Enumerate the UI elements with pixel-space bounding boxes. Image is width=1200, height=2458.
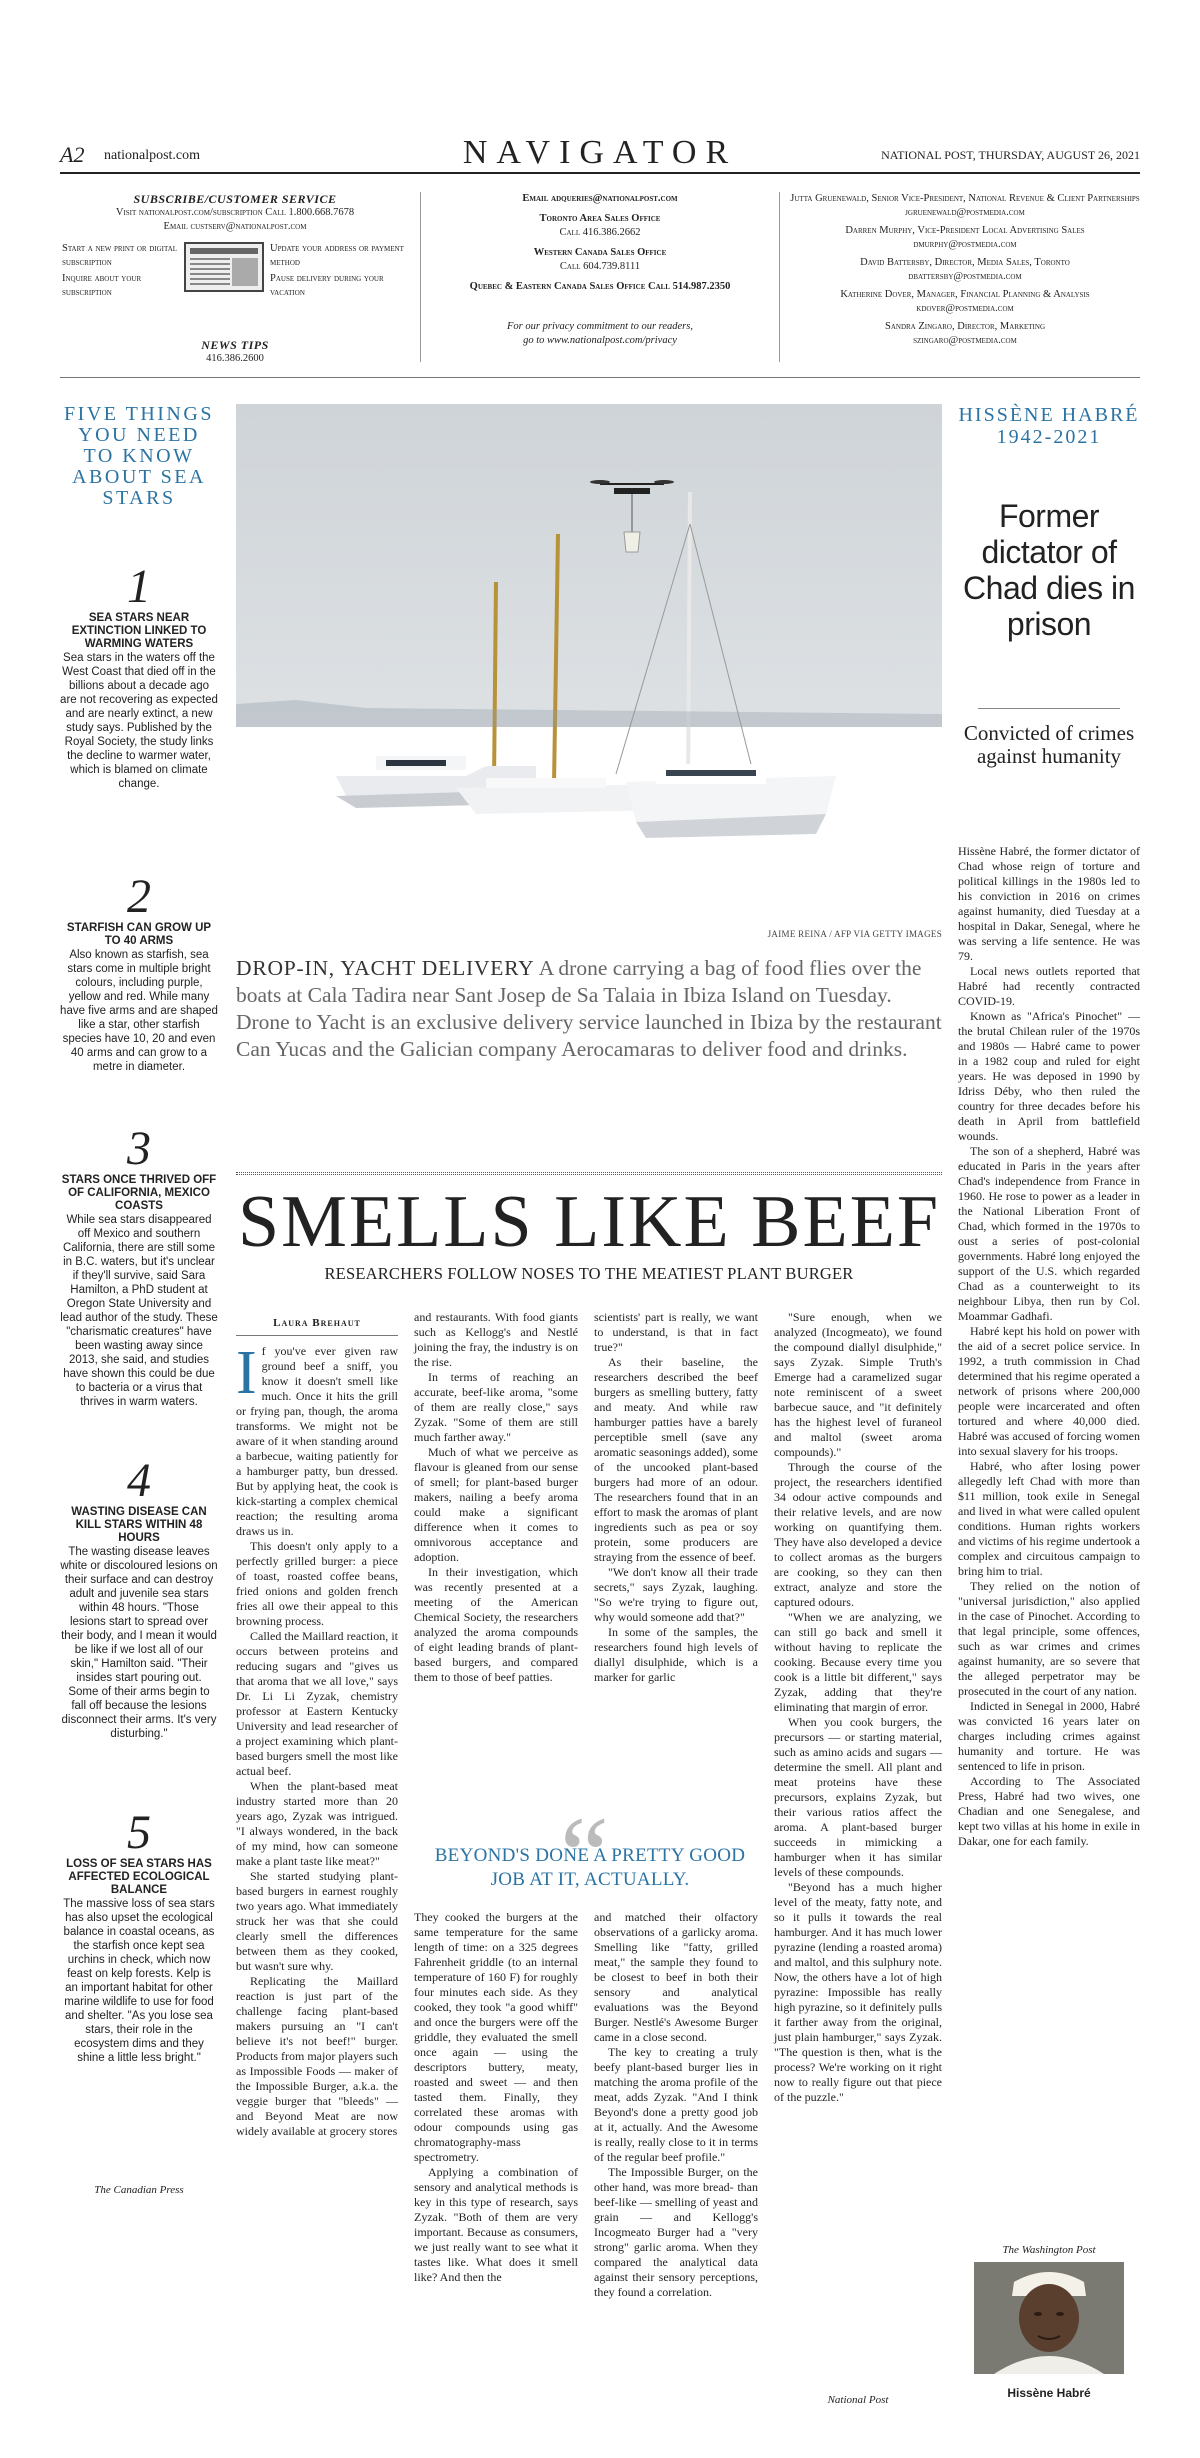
website-screen-icon bbox=[184, 242, 264, 292]
obituary-paragraph: Local news outlets reported that Habré had recently contracted COVID-19. bbox=[958, 964, 1140, 1008]
fact-heading: STARS ONCE THRIVED OFF OF CALIFORNIA, MEXICO COASTS bbox=[61, 1174, 217, 1212]
inquire-subscription: Inquire about your subscription bbox=[62, 273, 142, 298]
fact-heading: WASTING DISEASE CAN KILL STARS WITHIN 48 HOURS bbox=[71, 1506, 207, 1544]
western-heading: Western Canada Sales Office bbox=[533, 247, 667, 258]
fact-number: 1 bbox=[127, 560, 151, 613]
toronto-heading: Toronto Area Sales Office bbox=[539, 213, 661, 224]
article-paragraph: Replicating the Maillard reaction is just part of the challenge facing plant-based makers pursuing an "I can't believe it's not beef!" burger. Products from major players such as Impossible Foods — maker of the Impossible Burger, a.k.a. the veggie burger that "bleeds" — and Beyond Meat are now widely available at grocery stores bbox=[236, 1974, 398, 2138]
article-paragraph: When you cook burgers, the precursors — or starting material, such as amino acids and sugars — determine the smell. All plant and meat proteins have these precursors, explains Zyzak, but their various ratios affect the aroma. A plant-based burger succeeds in mimicking a hamburger when it has similar levels of these compounds. bbox=[774, 1715, 942, 1879]
fact-heading: LOSS OF SEA STARS HAS AFFECTED ECOLOGICAL BALANCE bbox=[66, 1858, 212, 1896]
fact-number: 4 bbox=[127, 1454, 151, 1507]
fact-body: The massive loss of sea stars has also upset the ecological balance in coastal oceans, as the starfish once kept sea urchins in check, which now feast on kelp forests. Kelp is an important habitat for other marine wildlife to use for food and shelter. "As you lose sea stars, their role in the ecosystem dims and they shine a little less bright." bbox=[63, 1898, 215, 2064]
fact-body: While sea stars disappeared off Mexico and southern California, there are still some in B.C. waters, but it's unclear if they'll survive, said Sara Hamilton, a PhD student at Oregon State University and lead author of the study. These "charismatic creatures" have been wasting away since 2013, she said, and studies have shown this could be due to bacteria or a virus that thrives in warm waters. bbox=[60, 1214, 218, 1408]
obituary-tag: HISSÈNE HABRÉ 1942-2021 bbox=[958, 404, 1140, 448]
pull-quote bbox=[420, 1794, 760, 1916]
caption-kicker: DROP-IN, YACHT DELIVERY bbox=[236, 956, 535, 980]
obituary-paragraph: According to The Associated Press, Habré had two wives, one Chadian and one Senegalese, and kept two villas at his home in exile in Dakar, one for each family. bbox=[958, 1774, 1140, 1848]
staff-email[interactable]: szingaro@postmedia.com bbox=[913, 335, 1017, 346]
news-tips bbox=[60, 338, 410, 366]
site-url[interactable]: nationalpost.com bbox=[104, 148, 201, 163]
staff-line: Darren Murphy, Vice-President Local Advertising Sales bbox=[845, 225, 1085, 236]
article-paragraph: In some of the samples, the researchers found high levels of diallyl disulphide, which is a marker for garlic bbox=[594, 1625, 758, 1684]
article-paragraph: "We don't know all their trade secrets," says Zyzak, laughing. "So we're trying to figure out, why would someone add that?" bbox=[594, 1565, 758, 1624]
sea-fact-item bbox=[60, 1808, 218, 2065]
toronto-phone[interactable]: Call 416.386.2662 bbox=[559, 227, 641, 238]
article-paragraph: The key to creating a truly beefy plant-based burger lies in matching the aroma profile of the meat, adds Zyzak. "And I think Beyond's done a pretty good job at it, actually. And the Awesome is really, really close to it in terms of the regular beef profile." bbox=[594, 2045, 758, 2164]
article-paragraph: Much of what we perceive as flavour is gleaned from our sense of smell; for plant-based burger makers, nailing a beefy aroma could make a significant difference when it comes to omnivorous acceptance and adoption. bbox=[414, 1445, 578, 1564]
fact-heading: SEA STARS NEAR EXTINCTION LINKED TO WARMING WATERS bbox=[71, 612, 207, 650]
dateline: NATIONAL POST, THURSDAY, AUGUST 26, 2021 bbox=[881, 148, 1140, 162]
article-column bbox=[414, 1310, 578, 1685]
staff-list bbox=[790, 192, 1140, 362]
staff-email[interactable]: kdover@postmedia.com bbox=[916, 303, 1014, 314]
news-tips-label: NEWS TIPS bbox=[201, 338, 269, 352]
obituary-paragraph: The son of a shepherd, Habré was educated in Paris in the years after Chad's independence from France in 1960. He rose to power as a leader in the National Liberation Front of Chad, which formed in the 1970s to oust a series of post-colonial governments. Habré long enjoyed the support of the U.S. which regarded Chad as a counterweight to its neighbour Libya, then run by Col. Moammar Gadhafi. bbox=[958, 1144, 1140, 1323]
sea-fact-item bbox=[60, 872, 218, 1074]
mast-icon bbox=[494, 582, 496, 784]
article-credit: National Post bbox=[827, 2394, 889, 2406]
article-column bbox=[236, 1316, 398, 2139]
subscription-contact bbox=[60, 192, 410, 362]
obituary-column bbox=[958, 404, 1140, 2400]
fact-number: 2 bbox=[127, 870, 151, 923]
habre-portrait bbox=[974, 2262, 1124, 2374]
ad-email[interactable]: Email adqueries@nationalpost.com bbox=[522, 193, 678, 204]
privacy-line-2[interactable]: go to www.nationalpost.com/privacy bbox=[523, 335, 677, 346]
staff-email[interactable]: jgruenewald@postmedia.com bbox=[905, 207, 1025, 218]
fact-heading: STARFISH CAN GROW UP TO 40 ARMS bbox=[66, 922, 212, 947]
catamaran-icon bbox=[626, 764, 836, 838]
yacht-drone-illustration bbox=[236, 404, 942, 927]
quebec-line[interactable]: Quebec & Eastern Canada Sales Office Call 514.987.2350 bbox=[469, 281, 731, 292]
sea-fact-item bbox=[60, 1124, 218, 1409]
section-title: NAVIGATOR bbox=[462, 134, 738, 171]
article-paragraph: Called the Maillard reaction, it occurs between proteins and reducing sugars and "gives us that aroma that we all love," says Dr. Li Li Zyzak, chemistry professor at Eastern Kentucky University and lead researcher of a project examining which plant-based burgers smell the most like actual beef. bbox=[236, 1629, 398, 1778]
page-header bbox=[60, 134, 1140, 174]
update-address: Update your address or payment method bbox=[270, 243, 404, 268]
sea-stars-title: FIVE THINGS YOU NEED TO KNOW ABOUT SEA STARS bbox=[64, 403, 214, 509]
drop-cap: I bbox=[236, 1339, 257, 1407]
quote-mark-icon: “ bbox=[560, 1794, 609, 1916]
pull-quote-text: BEYOND'S DONE A PRETTY GOOD JOB AT IT, ACTUALLY. bbox=[434, 1845, 746, 1890]
article-paragraph: "Beyond has a much higher level of the meaty, fatty note, and so it pulls it towards the real hamburger. And it has much lower pyrazine (lending a roasted aroma) and maltol, and this sulphury note. Now, the others have a lot of high pyrazine: Impossible has really high pyrazine, so it definitely pulls it farther away from the original, just plain hamburger," says Zyzak. "The question is then, what is the process? We're working on it right now to really figure out that piece of the puzzle." bbox=[774, 1880, 942, 2104]
article-paragraph: and matched their olfactory observations of a garlicky aroma. Smelling like "fatty, grilled meat," the sample they found to be closest to beef in both their sensory and analytical evaluations was the Beyond Burger. Nestlé's Awesome Burger came in a close second. bbox=[594, 1910, 758, 2044]
yacht-drone-photo bbox=[236, 404, 942, 927]
fact-body: Also known as starfish, sea stars come in multiple bright colours, including purple, yellow and red. While many have five arms and are shaped like a star, other starfish species have 10, 20 and even 40 arms and can grow to a metre in diameter. bbox=[60, 949, 218, 1073]
staff-email[interactable]: dbattersby@postmedia.com bbox=[908, 271, 1022, 282]
portrait-caption: Hissène Habré bbox=[1007, 2386, 1091, 2400]
obituary-paragraph: Habré, who after losing power allegedly left Chad with more than $11 million, took exile in Senegal and lived in what were called opulent conditions. Human rights workers and victims of his regime undertook a complex and circuitous campaign to bring him to trial. bbox=[958, 1459, 1140, 1578]
obituary-headline: Former dictator of Chad dies in prison bbox=[963, 498, 1135, 642]
fact-body: Sea stars in the waters off the West Coast that died off in the billions about a decade ago are not recovering as expected and are nearly extinct, a new study says. Published by the Royal Society, the study links the decline to warmer water, which is blamed on climate change. bbox=[60, 652, 218, 790]
obituary-paragraph: Hissène Habré, the former dictator of Chad whose reign of torture and political killings in the 1980s led to his conviction in 2016 on crimes against humanity, died Tuesday at a hospital in Dakar, Senegal, where he was serving a life sentence. He was 79. bbox=[958, 844, 1140, 963]
article-paragraph: scientists' part is really, we want to understand, is that in fact true?" bbox=[594, 1310, 758, 1354]
visit-line[interactable]: Visit nationalpost.com/subscription Call 1.800.668.7678 bbox=[115, 207, 355, 218]
photo-caption bbox=[236, 955, 942, 1063]
western-phone[interactable]: Call 604.739.8111 bbox=[559, 261, 641, 272]
article-paragraph: She started studying plant-based burgers in earnest roughly two years ago. What immediately struck her was that she could clearly smell the differences between them as they cooked, but wasn't sure why. bbox=[236, 1869, 398, 1973]
caption-text: A drone carrying a bag of food flies over the boats at Cala Tadira near Sant Josep de Sa Talaia in Ibiza Island on Tuesday. Drone to Yacht is an exclusive delivery service launched in Ibiza by the restaurant Can Yucas and the Galician company Aerocamaras to deliver food and drinks. bbox=[236, 956, 942, 1061]
sea-stars-credit: The Canadian Press bbox=[94, 2184, 184, 2196]
staff-line: Jutta Gruenewald, Senior Vice-President, National Revenue & Client Partnerships bbox=[790, 193, 1140, 204]
photo-credit: JAIME REINA / AFP VIA GETTY IMAGES bbox=[767, 929, 942, 939]
article-paragraph: When the plant-based meat industry started more than 20 years ago, Zyzak was intrigued. "I always wondered, in the back of my mind, how can someone make a plant taste like meat?" bbox=[236, 1779, 398, 1868]
advertising-contact bbox=[420, 192, 780, 362]
article-column bbox=[414, 1910, 578, 2285]
obituary-deck: Convicted of crimes against humanity bbox=[963, 721, 1135, 768]
sea-fact-item bbox=[60, 1456, 218, 1741]
contact-strip bbox=[60, 180, 1140, 378]
divider bbox=[978, 708, 1120, 709]
obituary-paragraph: Known as "Africa's Pinochet" — the brutal Chilean ruler of the 1970s and 1980s — Habré came to power in a 1982 coup and ruled for eight years. He was deposed in 1990 by Idriss Déby, who then ruled the country for three decades before his death in April from battlefield wounds. bbox=[958, 1009, 1140, 1143]
article-paragraph: As their baseline, the researchers described the beef burgers as smelling buttery, fatty and meaty. And while raw hamburger patties have a barely perceptible smell (save any aromatic seasonings added), some of the uncooked plant-based burgers had more of an odour. The researchers found that in an effort to mask the aromas of plant ingredients such as pea or soy protein, some producers are straying from the essence of beef. bbox=[594, 1355, 758, 1564]
article-headline: SMELLS LIKE BEEF bbox=[237, 1181, 941, 1263]
obituary-paragraph: Habré kept his hold on power with the aid of a secret police service. In 1992, a truth commission in Chad determined that his regime operated a network of prisons where 200,000 people were incarcerated and often tortured and where 40,000 died. Habré was accused of forcing women into sexual slavery for his troops. bbox=[958, 1324, 1140, 1458]
article-paragraph: Through the course of the project, the researchers identified 34 odour active compounds and their relative levels, and are now working on quantifying them. They have also developed a device to collect aromas as the burgers are cooking, so they can then extract, analyze and store the captured odours. bbox=[774, 1460, 942, 1609]
fact-number: 5 bbox=[127, 1806, 151, 1859]
article-paragraph: They cooked the burgers at the same temperature for the same length of time: on a 325 degrees Fahrenheit griddle (to an internal temperature of 160 F) for roughly four minutes each side. As they cooked, they took "a good whiff" and once the burgers were off the griddle, they evaluated the smell once again — using the descriptors buttery, meaty, roasted and sweet — and then tasted them. Finally, they correlated these aromas with odour compounds using gas chromatography-mass spectrometry. bbox=[414, 1910, 578, 2164]
article-paragraph: "Sure enough, when we analyzed (Incogmeato), we found the compound diallyl disulphide," says Zyzak. Simple Truth's Emerge had a caramelized sugar note reminiscent of a sweet barbecue sauce, and "it definitely has the highest level of furaneol and maltol (sweet aroma compounds)." bbox=[774, 1310, 942, 1459]
subscription-options bbox=[62, 242, 408, 302]
email-line[interactable]: Email custserv@nationalpost.com bbox=[163, 221, 307, 232]
fact-number: 3 bbox=[127, 1122, 151, 1175]
article-deck: RESEARCHERS FOLLOW NOSES TO THE MEATIEST PLANT BURGER bbox=[324, 1264, 854, 1283]
obituary-body bbox=[958, 844, 1140, 1849]
article-paragraph: "When we are analyzing, we can still go back and smell it without having to replicate the cooking. Because every time you cook is a little bit different," says Zyzak, adding that they're eliminating that margin of error. bbox=[774, 1610, 942, 1714]
article-paragraph: The Impossible Burger, on the other hand, was more bread- than beef-like — smelling of yeast and grain — and Kellogg's Incogmeato Burger had a "very strong" garlic aroma. When they compared the analytical data against their sensory perceptions, they found a correlation. bbox=[594, 2165, 758, 2299]
sea-fact-item bbox=[60, 562, 218, 791]
article-paragraph: In terms of reaching an accurate, beef-like aroma, "some of them are really close," says Zyzak. "Some of them are still much farther away." bbox=[414, 1370, 578, 1444]
sea-stars-sidebar bbox=[60, 403, 218, 2196]
article-paragraph: Applying a combination of sensory and analytical methods is key in this type of research, says Zyzak. "Both of them are very important. Because as consumers, we just really want to see what it tastes like. What does it smell like? And then the bbox=[414, 2165, 578, 2284]
subscribe-heading: SUBSCRIBE/CUSTOMER SERVICE bbox=[133, 192, 337, 206]
news-tips-number[interactable]: 416.386.2600 bbox=[206, 353, 264, 364]
article-column bbox=[774, 1310, 942, 2105]
staff-line: Katherine Dover, Manager, Financial Planning & Analysis bbox=[840, 289, 1090, 300]
article-column bbox=[594, 1910, 758, 2300]
page-number: A2 bbox=[60, 142, 85, 167]
obituary-paragraph: They relied on the notion of "universal jurisdiction," also applied in the case of Pinochet. According to that legal principle, some offences, such as war crimes and crimes against humanity, are so severe that the alleged perpetrator may be prosecuted in the court of any nation. bbox=[958, 1579, 1140, 1698]
staff-email[interactable]: dmurphy@postmedia.com bbox=[913, 239, 1017, 250]
portrait-illustration bbox=[974, 2262, 1124, 2374]
article-paragraph: In their investigation, which was recently presented at a meeting of the American Chemical Society, the researchers analyzed the aroma compounds of eight leading brands of plant-based burgers, and compared them to those of beef patties. bbox=[414, 1565, 578, 1684]
paragraph-text: f you've ever given raw ground beef a sniff, you know it doesn't smell like much. Once it hits the grill or frying pan, though, the aroma transforms. We might not be aware of it when standing around a barbecue, waiting patiently for a hamburger patty, bun dressed. But by applying heat, the cook is kick-starting a complex chemical reaction; the resulting aroma draws us in. bbox=[236, 1344, 398, 1538]
mast-icon bbox=[688, 492, 690, 794]
article-paragraph bbox=[236, 1339, 398, 1539]
privacy-line-1: For our privacy commitment to our readers, bbox=[507, 321, 693, 332]
obituary-paragraph: Indicted in Senegal in 2000, Habré was convicted 16 years later on charges including crimes against humanity and torture. He was sentenced to life in prison. bbox=[958, 1699, 1140, 1773]
article-paragraph: and restaurants. With food giants such as Kellogg's and Nestlé joining the fray, the industry is on the rise. bbox=[414, 1310, 578, 1369]
staff-line: Sandra Zingaro, Director, Marketing bbox=[885, 321, 1045, 332]
staff-line: David Battersby, Director, Media Sales, Toronto bbox=[860, 257, 1070, 268]
pause-delivery: Pause delivery during your vacation bbox=[270, 273, 384, 298]
article-column bbox=[594, 1310, 758, 1685]
article-paragraph: This doesn't only apply to a perfectly grilled burger: a piece of toast, roasted coffee beans, fried onions and golden french fries all owe their appeal to this browning process. bbox=[236, 1539, 398, 1628]
fact-body: The wasting disease leaves white or discoloured lesions on their surface and can destroy adult and juvenile sea stars within 48 hours. "Those lesions start to spread over their body, and I mean it would be like if we lost all of our skin," Hamilton said. "Their insides start pouring out. Some of their arms begin to fall off because the lesions disconnect their arms. It's very disturbing." bbox=[60, 1546, 218, 1740]
divider bbox=[236, 1172, 942, 1175]
obituary-credit: The Washington Post bbox=[1002, 2244, 1096, 2256]
article-byline: Laura Brehaut bbox=[236, 1316, 398, 1336]
start-subscription: Start a new print or digital subscription bbox=[62, 243, 178, 268]
